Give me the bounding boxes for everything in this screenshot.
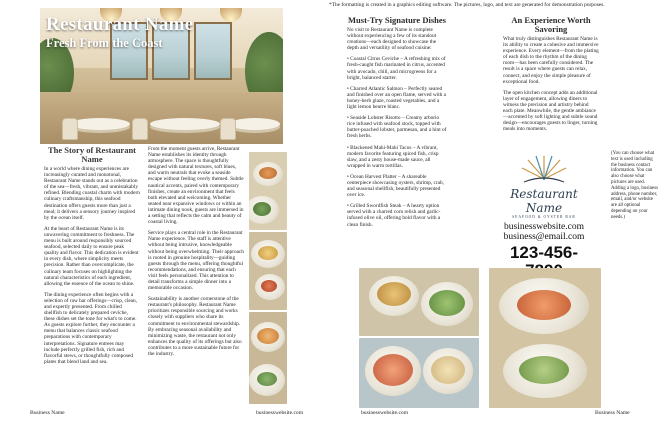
contact-email[interactable]: business@email.com bbox=[503, 232, 585, 242]
signature-heading: Must-Try Signature Dishes bbox=[348, 15, 446, 25]
customization-note: (You can choose what text is used including the business contact information. You can also choose what pictures are used. Adding a logo, business address, phone number, email, and/or website are all optional depending on your needs.) bbox=[611, 151, 658, 220]
experience-paragraph: What truly distinguishes Restaurant Name is its ability to create a cohesive and immersive experience. Every element—from the plating of each dish to the rhythm of the dining room—has been carefully considered. The result is a space where guests can relax, connect, and enjoy the simple pleasure of exceptional food. bbox=[503, 36, 599, 85]
signature-dishes-column bbox=[347, 16, 447, 233]
chair bbox=[220, 118, 236, 140]
contact-website[interactable]: businesswebsite.com bbox=[504, 222, 584, 232]
dish-item: • Ocean Harvest Platter – A shareable centerpiece showcasing oysters, shrimp, crab, and seasonal shellfish, beautifully presented over ice. bbox=[347, 173, 444, 199]
chair bbox=[132, 118, 148, 140]
food-photo bbox=[249, 152, 287, 230]
dining-table bbox=[70, 118, 130, 130]
logo-wordmark: Restaurant Name bbox=[510, 187, 578, 215]
window bbox=[194, 22, 232, 80]
footer-business-name: Business Name bbox=[595, 410, 630, 416]
signature-intro: No visit to Restaurant Name is complete without experiencing a few of its standout creations—each designed to showcase the depth and versatility of seafood cuisine: bbox=[347, 27, 437, 52]
footer-business-name: Business Name bbox=[30, 410, 65, 416]
hero-title: Restaurant Name bbox=[46, 14, 194, 35]
contact-phone[interactable]: 123-456- bbox=[509, 243, 579, 262]
right-page bbox=[329, 0, 658, 427]
footer-website: businesswebsite.com bbox=[256, 410, 304, 416]
food-photo-tacos bbox=[359, 268, 479, 336]
contact-block bbox=[492, 150, 596, 264]
experience-heading: An Experience Worth Savoring bbox=[511, 15, 591, 34]
body-paragraph: Sustainability is another cornerstone of the restaurant's philosophy. Restaurant Name prioritizes responsible sourcing and works closely with suppliers who share its commitment to environmental stewardship. By embracing seasonal availability and minimizing waste, the restaurant not only enhances the quality of its offerings but also contributes to a more sustainable future for the industry. bbox=[148, 296, 242, 357]
food-photo bbox=[249, 312, 287, 404]
chair bbox=[62, 118, 78, 140]
dish-item: • Coastal Citrus Ceviche – A refreshing mix of fresh-caught fish marinated in citrus, accented with avocado, chili, and microgreens for a bright, balanced starter. bbox=[347, 56, 446, 81]
story-paragraph: At the heart of Restaurant Name is its unwavering commitment to freshness. The menu is built around responsibly sourced seafood, selected daily to ensure peak quality and flavor. This dedication is evident in every dish, where simplicity meets precision. Rather than overcomplicate, the culinary team focuses on highlighting the natural characteristics of each ingredient, allowing the essence of the ocean to shine. bbox=[44, 225, 139, 287]
ambiance-column bbox=[148, 146, 244, 362]
experience-column bbox=[503, 16, 599, 137]
experience-paragraph: The open kitchen concept adds an additional layer of engagement, allowing diners to witness the precision and artistry behind each plate. Meanwhile, the gentle ambiance—accented by soft lighting and subtle sound design—encourages guests to linger, turning meals into moments. bbox=[503, 89, 598, 133]
disclaimer: *The formatting is created in a graphics editing software. The pictures, logo, and text are generated for demonstration purposes. bbox=[329, 2, 605, 8]
food-photo-platter bbox=[359, 338, 479, 408]
body-paragraph: From the moment guests arrive, Restaurant Name establishes its identity through atmosphere. The space is thoughtfully designed with natural textures, soft blues, and warm neutrals that evoke a seaside escape without feeling overly themed. Subtle nautical accents, paired with contemporary finishes, create an environment that feels both elevated and welcoming. Whether seated near expansive windows or within an intimate dining nook, guests are immersed in a setting that reflects the calm and beauty of coastal living. bbox=[148, 146, 244, 226]
hero-subtitle: Fresh From the Coast bbox=[46, 36, 163, 50]
story-heading: The Story of Restaurant Name bbox=[47, 145, 137, 164]
dish-item: • Grilled Swordfish Steak – A hearty option served with a charred corn relish and garlic-infused olive oil, offering bold flavor with a clean finish. bbox=[347, 203, 441, 228]
story-column bbox=[44, 146, 140, 370]
dish-item: • Charred Atlantic Salmon – Perfectly seared and finished over an open flame, served with a honey-herb glaze, roasted vegetables, and a light lemon beurre blanc. bbox=[347, 85, 446, 111]
story-paragraph: In a world where dining experiences are increasingly curated and monotonal, Restaurant Name stands out as a celebration of the sea—fresh, vibrant, and unmistakably refined. Blending coastal charm with modern culinary craftsmanship, this seafood destination offers guests more than just a meal; it delivers a sensory journey inspired by the ocean itself. bbox=[44, 166, 140, 221]
dining-table bbox=[150, 118, 220, 130]
dish-item: • Seaside Lobster Risotto – Creamy arborio rice infused with seafood stock, topped with butter-poached lobster, parmesan, and a hint of fresh herbs. bbox=[347, 115, 447, 140]
dining-table bbox=[230, 118, 280, 130]
food-photo bbox=[249, 232, 287, 310]
story-paragraph: The dining experience often begins with a selection of raw bar offerings—crisp, clean, and expertly presented. From chilled shellfish to delicately prepared ceviche, these dishes set the tone for what's to come. As guests explore further, they encounter a menu that balances classic seafood preparations with contemporary interpretations. Signature entrees may include perfectly grilled fish, rich and flavorful stews, or thoughtfully composed plates that blend land and sea. bbox=[44, 291, 138, 365]
footer-website: businesswebsite.com bbox=[361, 410, 409, 416]
food-photo-salmon bbox=[489, 268, 601, 408]
logo-tagline: SEAFOOD & OYSTER BAR bbox=[512, 215, 576, 219]
restaurant-logo-icon bbox=[514, 150, 574, 186]
body-paragraph: Service plays a central role in the Restaurant Name experience. The staff is attentive without being intrusive, knowledgeable without being overwhelming. Their approach is rooted in genuine hospitality—guiding guests through the menu, offering thoughtful recommendations, and ensuring that each visit feels personalized. This attention to detail transforms a simple dinner into a memorable occasion. bbox=[148, 230, 244, 292]
hero-image bbox=[40, 8, 283, 144]
dish-item: • Blackened Mahi-Mahi Tacos – A vibrant, modern favorite featuring spiced fish, crisp slaw, and a zesty house-made sauce, all wrapped in warm tortillas. bbox=[347, 144, 439, 169]
